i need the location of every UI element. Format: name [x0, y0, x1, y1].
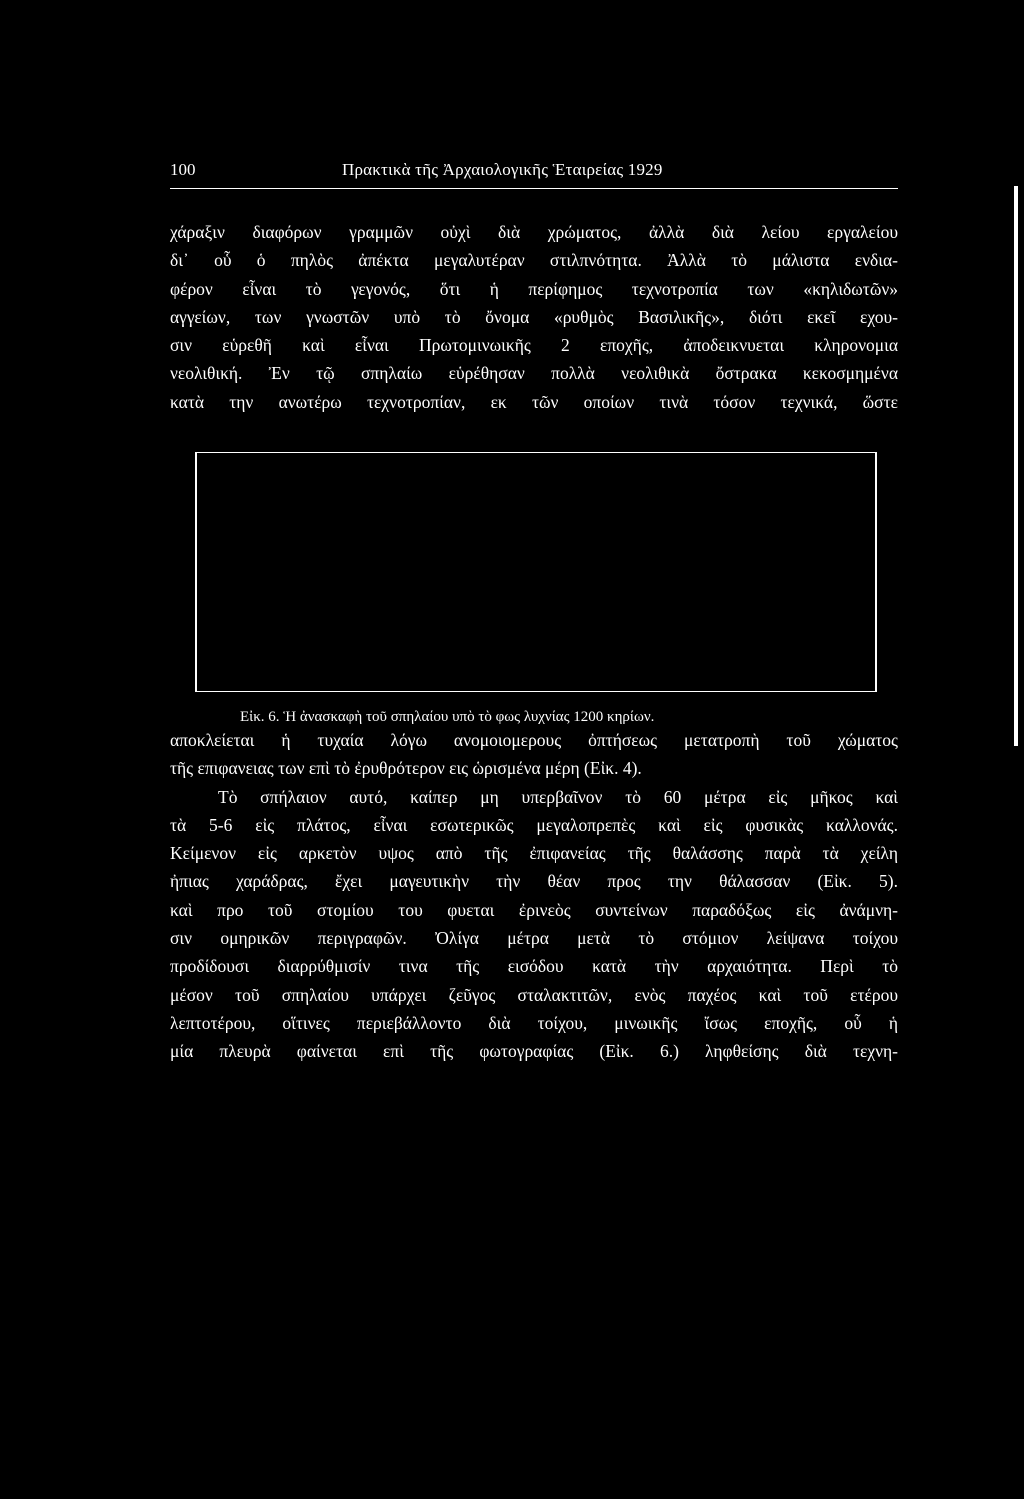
text-line: τὰ 5-6 εἰς πλάτος, εἶναι εσωτερικῶς μεγαλοπρεπὲς καὶ εἰς φυσικὰς καλλονάς. [170, 814, 898, 835]
text-line: κατὰ την ανωτέρω τεχνοτροπίαν, εκ τῶν οποίων τινὰ τόσον τεχνικά, ὥστε [170, 391, 898, 412]
text-line: αγγείων, των γνωστῶν υπὸ τὸ ὄνομα «ρυθμὸς Βασιλικῆς», διότι εκεῖ εχου- [170, 306, 898, 327]
text-line: τῆς επιφανειας των επὶ τὸ ἐρυθρότερον εις ὡρισμένα μέρη (Εἰκ. 4). [170, 758, 642, 779]
header-rule [170, 188, 898, 189]
page-number: 100 [170, 160, 196, 179]
text-line: φέρον εἶναι τὸ γεγονός, ὅτι ἡ περίφημος τεχνοτροπία των «κηλιδωτῶν» [170, 278, 898, 299]
text-line: νεολιθική. Ἐν τῷ σπηλαίω εὑρέθησαν πολλὰ νεολιθικὰ ὄστρακα κεκοσμημένα [170, 363, 898, 384]
text-line: καὶ προ τοῦ στομίου του φυεται ἐρινεὸς συντείνων παραδόξως εἰς ἀνάμνη- [170, 899, 898, 920]
figure-caption: Εἰκ. 6. Ἡ ἀνασκαφὴ τοῦ σπηλαίου υπὸ τὸ φως λυχνίας 1200 κηρίων. [240, 709, 655, 725]
bottom-paragraph [170, 726, 898, 1066]
top-paragraph [170, 218, 898, 416]
journal-title: Πρακτικὰ τῆς Ἀρχαιολογικῆς Ἑταιρείας 1929 [342, 160, 663, 179]
text-line: λεπτοτέρου, οἵτινες περιεβάλλοντο διὰ τοίχου, μινωικῆς ἴσως εποχῆς, οὗ ἡ [170, 1012, 898, 1033]
running-head [170, 158, 898, 188]
text-line: αποκλείεται ἡ τυχαία λόγω ανομοιομερους ὀπτήσεως μετατροπὴ τοῦ χώματος [170, 730, 898, 750]
figure-photograph [195, 452, 877, 692]
text-line: μέσον τοῦ σπηλαίου υπάρχει ζεῦγος σταλακτιτῶν, ενὸς παχέος καὶ τοῦ ετέρου [170, 984, 898, 1005]
text-line: χάραξιν διαφόρων γραμμῶν οὐχὶ διὰ χρώματος, ἀλλὰ διὰ λείου εργαλείου [170, 222, 898, 242]
text-line: δι᾽ οὗ ὁ πηλὸς ἀπέκτα μεγαλυτέραν στιλπνότητα. Ἀλλὰ τὸ μάλιστα ενδια- [170, 250, 898, 271]
text-line: μία πλευρὰ φαίνεται επὶ τῆς φωτογραφίας (Εἰκ. 6.) ληφθείσης διὰ τεχνη- [170, 1041, 898, 1062]
text-line: προδίδουσι διαρρύθμισίν τινα τῆς εισόδου κατὰ τὴν αρχαιότητα. Περὶ τὸ [170, 956, 898, 977]
text-line: σιν εὑρεθῆ καὶ εἶναι Πρωτομινωικῆς 2 εποχῆς, ἀποδεικνυεται κληρονομια [170, 335, 898, 356]
text-line: Κείμενον εἰς αρκετὸν υψος απὸ τῆς ἐπιφανείας τῆς θαλάσσης παρὰ τὰ χείλη [170, 843, 898, 864]
text-line: Τὸ σπήλαιον αυτό, καίπερ μη υπερβαῖνον τὸ 60 μέτρα εἰς μῆκος καὶ [218, 786, 898, 807]
page-edge-mark [1014, 186, 1018, 746]
text-line: σιν ομηρικῶν περιγραφῶν. Ὀλίγα μέτρα μετὰ τὸ στόμιον λείψανα τοίχου [170, 928, 898, 949]
text-line: ἠπιας χαράδρας, ἔχει μαγευτικὴν τὴν θέαν προς την θάλασσαν (Εἰκ. 5). [170, 871, 898, 892]
